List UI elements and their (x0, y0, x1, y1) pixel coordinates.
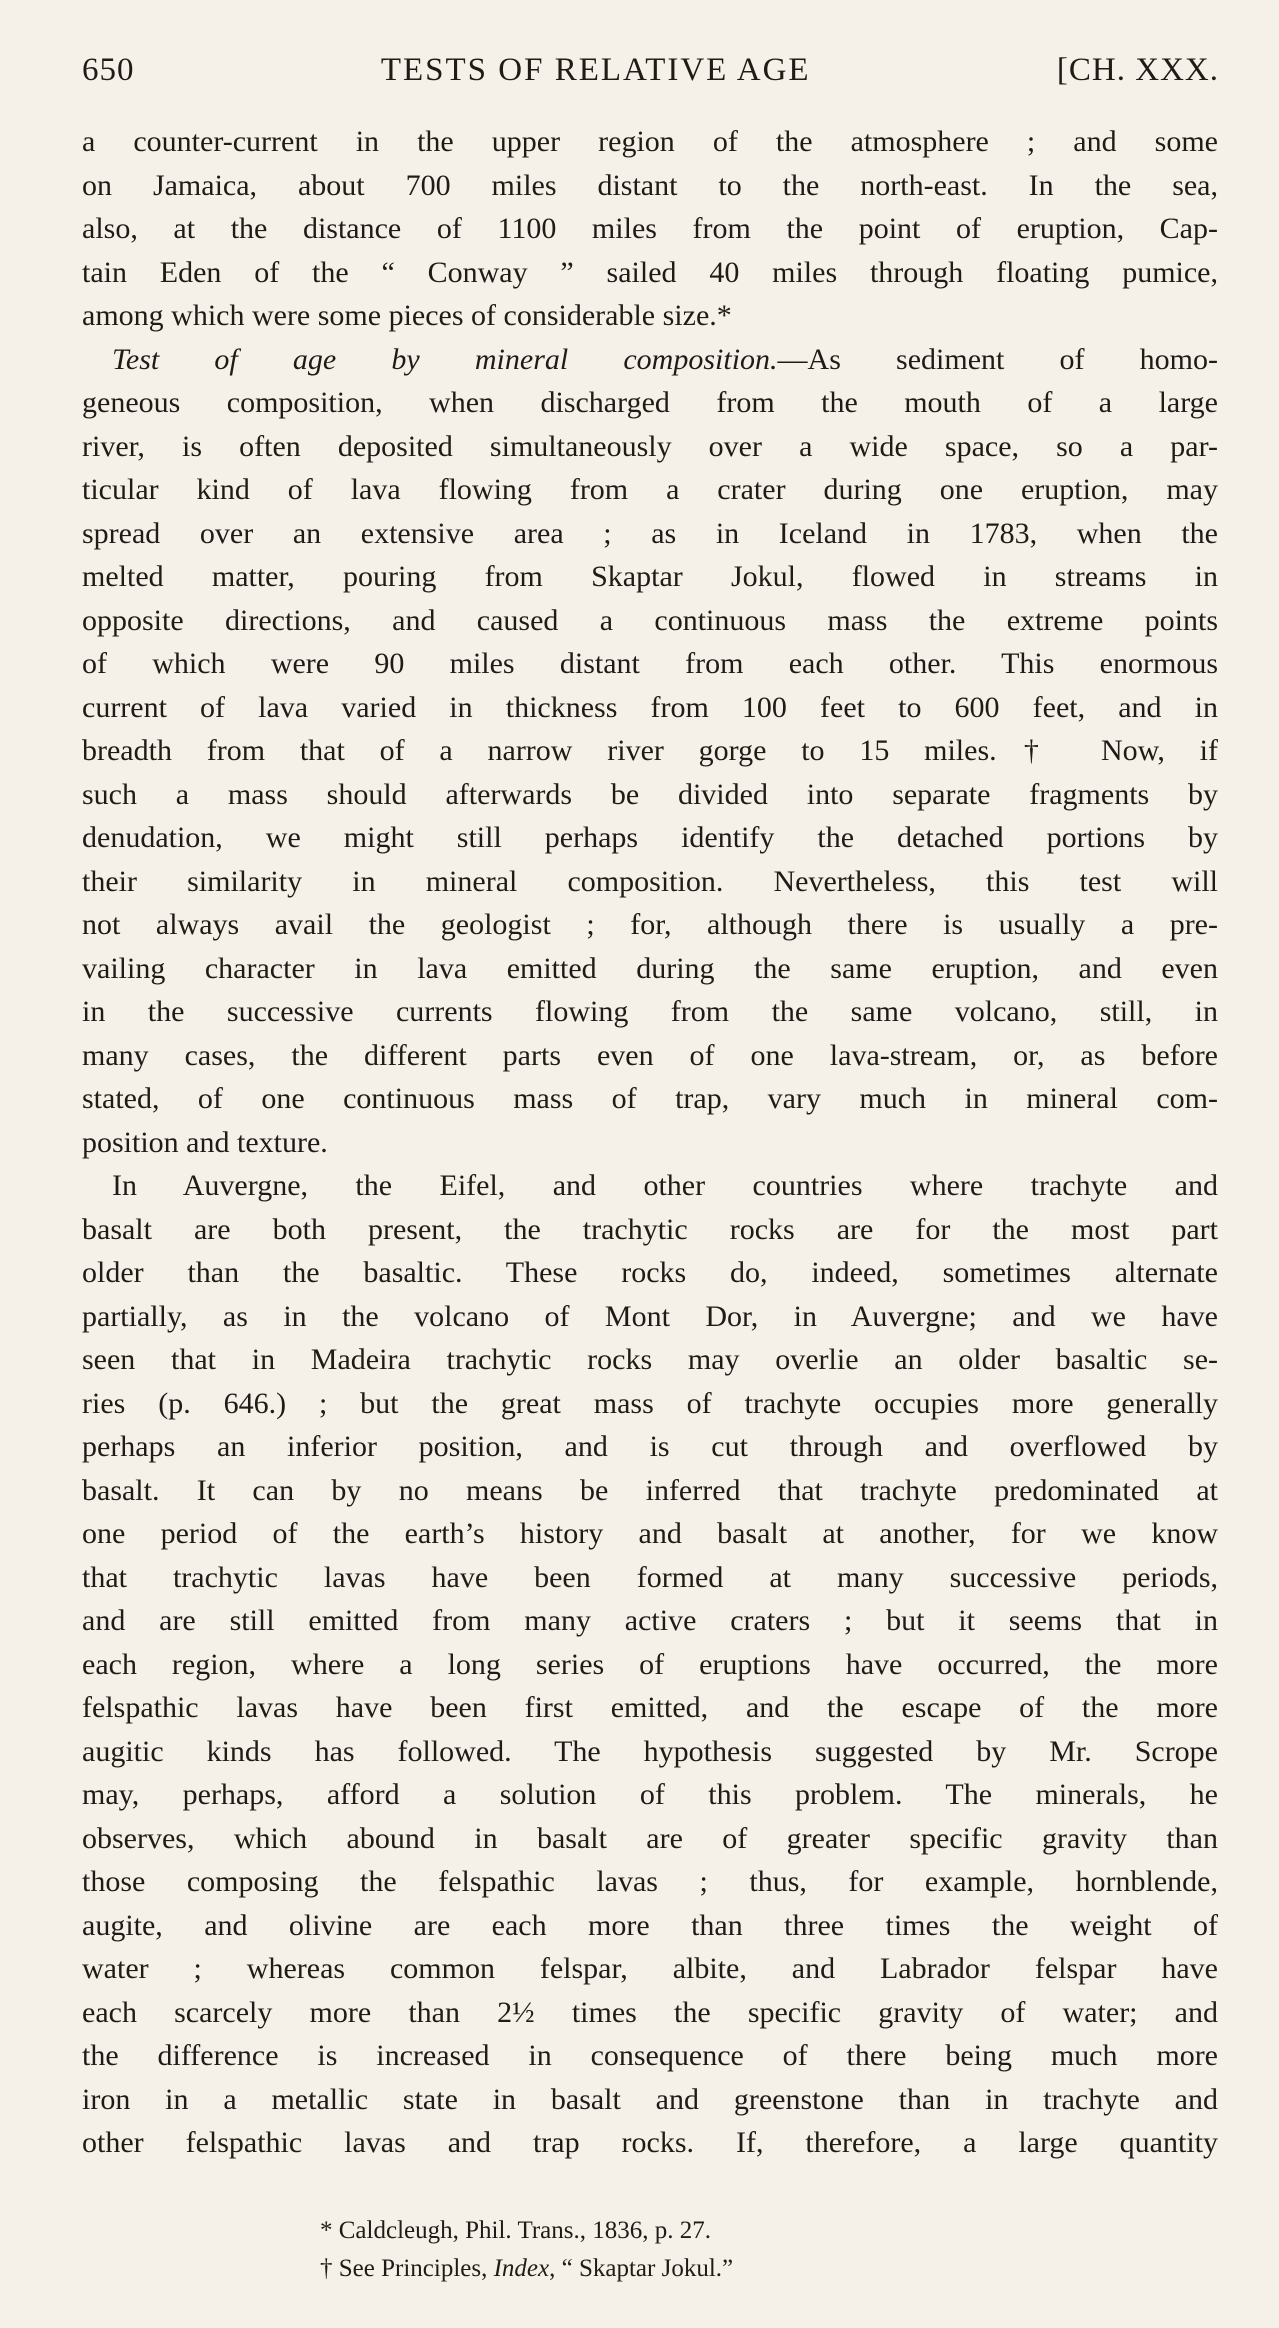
text-line: tain Eden of the “ Conway ” sailed 40 miles through floating pumice, (82, 255, 1218, 289)
text-line: on Jamaica, about 700 miles distant to the north-east. In the sea, (82, 168, 1218, 202)
text-line: a counter-current in the upper region of the atmosphere ; and some (82, 125, 1218, 158)
section-heading-line (82, 338, 1218, 382)
text-line: perhaps an inferior position, and is cut through and overflowed by (82, 1430, 1218, 1463)
footnote-2-index: Index (493, 2255, 550, 2282)
text-line: stated, of one continuous mass of trap, vary much in mineral com- (82, 1082, 1218, 1115)
text-line: current of lava varied in thickness from 100 feet to 600 feet, and in (82, 690, 1218, 724)
text-line: melted matter, pouring from Skaptar Jokul, flowed in streams in (82, 560, 1218, 593)
text-line: of which were 90 miles distant from each other. This enormous (82, 647, 1218, 680)
text-line: their similarity in mineral composition. Nevertheless, this test will (82, 864, 1218, 898)
running-title: TESTS OF RELATIVE AGE (380, 52, 811, 88)
text-line: basalt are both present, the trachytic rocks are for the most part (82, 1212, 1218, 1246)
text-line: In Auvergne, the Eifel, and other countries where trachyte and (112, 1169, 1218, 1202)
text-line: other felspathic lavas and trap rocks. If, therefore, a large quantity (82, 2126, 1218, 2159)
text-line: also, at the distance of 1100 miles from the point of eruption, Cap- (82, 212, 1218, 245)
gravity-line-end: times the specific gravity of water; and (534, 1995, 1218, 2029)
text-line: each region, where a long series of eruptions have occurred, the more (82, 1647, 1218, 1681)
section-heading-rest: —As sediment of homo- (777, 342, 1218, 376)
footnote-1: * Caldcleugh, Phil. Trans., 1836, p. 27. (320, 2217, 711, 2244)
text-line: and are still emitted from many active craters ; but it seems that in (82, 1604, 1218, 1637)
text-line: the difference is increased in consequence of there being much more (82, 2039, 1218, 2072)
running-head (82, 52, 1219, 102)
text-line: vailing character in lava emitted during the same eruption, and even (82, 951, 1218, 985)
page-number: 650 (82, 52, 135, 88)
body-text (82, 120, 1218, 2165)
footnote-2-prefix: † See Principles, (320, 2255, 494, 2282)
text-line: observes, which abound in basalt are of greater specific gravity than (82, 1821, 1218, 1855)
text-line: spread over an extensive area ; as in Iceland in 1783, when the (82, 516, 1218, 550)
text-line: opposite directions, and caused a continuous mass the extreme points (82, 603, 1218, 637)
text-line: those composing the felspathic lavas ; thus, for example, hornblende, (82, 1865, 1218, 1898)
footnote-2-suffix: , “ Skaptar Jokul.” (549, 2255, 734, 2282)
text-line: augitic kinds has followed. The hypothesis suggested by Mr. Scrope (82, 1734, 1218, 1768)
text-line: older than the basaltic. These rocks do, indeed, sometimes alternate (82, 1256, 1218, 1289)
text-line: such a mass should afterwards be divided into separate fragments by (82, 777, 1218, 811)
text-line: may, perhaps, afford a solution of this problem. The minerals, he (82, 1778, 1218, 1811)
text-line: one period of the earth’s history and basalt at another, for we know (82, 1517, 1218, 1550)
gravity-line-start: each scarcely more than (82, 1995, 498, 2029)
text-line: that trachytic lavas have been formed at many successive periods, (82, 1560, 1218, 1594)
text-line: position and texture. (82, 1125, 328, 1159)
text-line: seen that in Madeira trachytic rocks may overlie an older basaltic se- (82, 1343, 1218, 1376)
text-line: river, is often deposited simultaneously over a wide space, so a par- (82, 429, 1218, 463)
text-line: augite, and olivine are each more than three times the weight of (82, 1908, 1218, 1942)
text-line: among which were some pieces of considerable size.* (82, 299, 732, 332)
text-line: many cases, the different parts even of one lava-stream, or, as before (82, 1038, 1218, 1072)
text-line: water ; whereas common felspar, albite, and Labrador felspar have (82, 1952, 1218, 1985)
text-line: basalt. It can by no means be inferred that trachyte predominated at (82, 1473, 1218, 1507)
gravity-fraction: ½ (512, 1995, 535, 2029)
text-line: ticular kind of lava flowing from a crater during one eruption, may (82, 473, 1218, 506)
chapter-label: [CH. XXX. (1056, 52, 1219, 88)
text-line: felspathic lavas have been first emitted, and the escape of the more (82, 1691, 1218, 1724)
footnote-2 (0, 2250, 1279, 2288)
text-line: ries (p. 646.) ; but the great mass of trachyte occupies more generally (82, 1386, 1218, 1420)
text-line: breadth from that of a narrow river gorge to 15 miles.† Now, if (82, 734, 1218, 767)
text-line: partially, as in the volcano of Mont Dor, in Auvergne; and we have (82, 1299, 1218, 1333)
gravity-line (82, 1991, 1218, 2035)
footnotes (0, 2212, 1279, 2288)
gravity-whole: 2 (497, 1995, 513, 2029)
section-heading: Test of age by mineral composition. (112, 342, 778, 376)
text-line: denudation, we might still perhaps identify the detached portions by (82, 821, 1218, 854)
text-line: not always avail the geologist ; for, although there is usually a pre- (82, 908, 1218, 941)
text-line: iron in a metallic state in basalt and greenstone than in trachyte and (82, 2082, 1218, 2116)
text-line: geneous composition, when discharged from the mouth of a large (82, 386, 1218, 419)
text-line: in the successive currents flowing from the same volcano, still, in (82, 995, 1218, 1028)
